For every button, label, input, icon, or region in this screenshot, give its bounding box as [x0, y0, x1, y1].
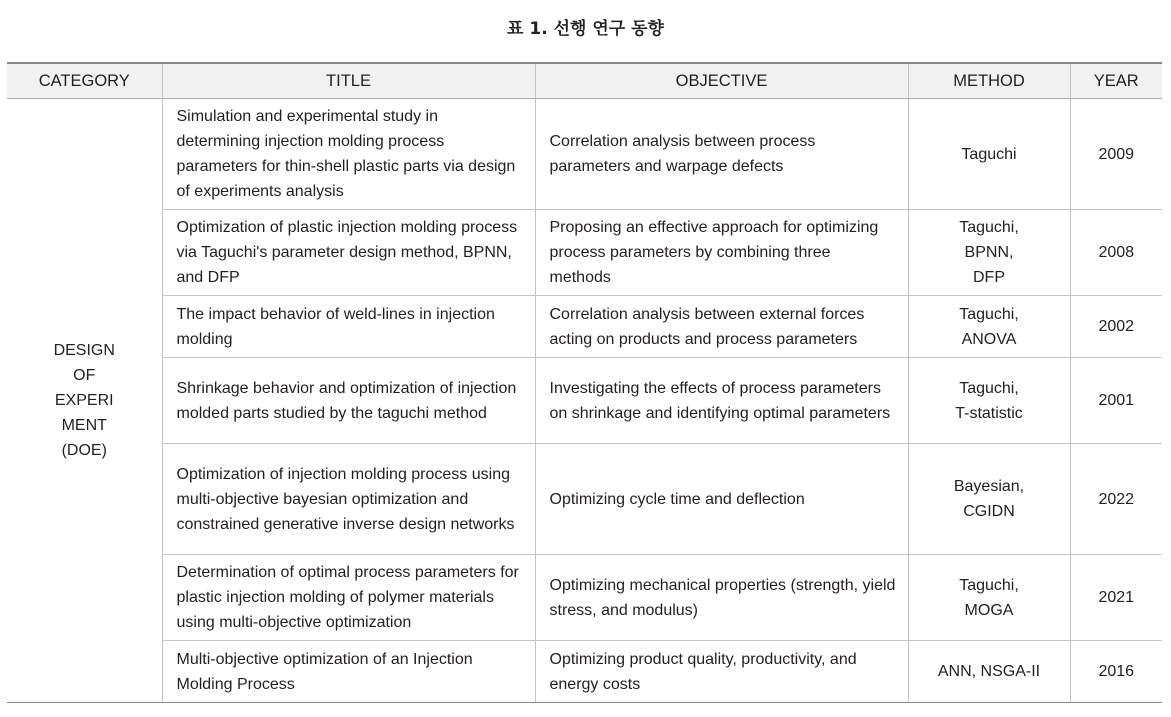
method-cell — [908, 641, 1070, 703]
method-line: T-statistic — [955, 404, 1023, 422]
objective-cell: Optimizing mechanical properties (strength, yield stress, and modulus) — [535, 555, 908, 641]
title-cell: The impact behavior of weld-lines in injection molding — [162, 296, 535, 358]
objective-cell: Optimizing cycle time and deflection — [535, 444, 908, 555]
title-cell: Optimization of injection molding process using multi-objective bayesian optimization and constrained generative inverse design networks — [162, 444, 535, 555]
year-cell: 2016 — [1070, 641, 1162, 703]
header-category: CATEGORY — [7, 63, 162, 99]
year-cell: 2008 — [1070, 210, 1162, 296]
method-line: Bayesian, — [953, 478, 1025, 495]
year-cell: 2002 — [1070, 296, 1162, 358]
year-cell: 2021 — [1070, 555, 1162, 641]
method-line: Taguchi, — [959, 576, 1019, 594]
table-row — [7, 444, 1162, 555]
method-line: MOGA — [964, 601, 1014, 619]
method-line: Taguchi, — [959, 379, 1019, 397]
header-title: TITLE — [162, 63, 535, 99]
table-row — [7, 210, 1162, 296]
table-row — [7, 555, 1162, 641]
title-cell: Shrinkage behavior and optimization of injection molded parts studied by the taguchi method — [162, 358, 535, 444]
category-line: MENT — [61, 417, 107, 434]
objective-cell: Correlation analysis between external forces acting on products and process parameters — [535, 296, 908, 358]
method-line: Taguchi, — [959, 305, 1019, 323]
table-row — [7, 99, 1162, 210]
method-cell — [908, 210, 1070, 296]
header-method: METHOD — [908, 63, 1070, 99]
method-cell — [908, 444, 1070, 555]
objective-cell: Correlation analysis between process parameters and warpage defects — [535, 99, 908, 210]
method-line: ANN, NSGA-II — [937, 663, 1041, 680]
category-line: OF — [73, 367, 96, 384]
method-line: Taguchi, — [959, 219, 1019, 236]
table-row — [7, 358, 1162, 444]
table-row — [7, 296, 1162, 358]
title-cell: Optimization of plastic injection molding process via Taguchi's parameter design method, BPNN, and DFP — [162, 210, 535, 296]
method-line: ANOVA — [961, 330, 1017, 348]
table-row — [7, 641, 1162, 703]
objective-cell: Investigating the effects of process parameters on shrinkage and identifying optimal parameters — [535, 358, 908, 444]
title-cell: Multi-objective optimization of an Injection Molding Process — [162, 641, 535, 703]
year-cell: 2001 — [1070, 358, 1162, 444]
doe-literature-table — [7, 62, 1162, 703]
method-line: BPNN, — [964, 244, 1014, 261]
table-caption: 표 1. 선행 연구 동향 — [507, 19, 664, 39]
header-objective: OBJECTIVE — [535, 63, 908, 99]
title-cell: Simulation and experimental study in determining injection molding process parameters for thin-shell plastic parts via design of experiments analysis — [162, 99, 535, 210]
category-line: DESIGN — [53, 342, 115, 359]
objective-cell: Optimizing product quality, productivity, and energy costs — [535, 641, 908, 703]
title-cell: Determination of optimal process parameters for plastic injection molding of polymer materials using multi-objective optimization — [162, 555, 535, 641]
method-cell — [908, 99, 1070, 210]
method-cell — [908, 555, 1070, 641]
table-header-row — [7, 63, 1162, 99]
method-line: Taguchi — [961, 145, 1017, 163]
category-line: (DOE) — [61, 442, 107, 459]
objective-cell: Proposing an effective approach for optimizing process parameters by combining three methods — [535, 210, 908, 296]
category-cell — [7, 99, 162, 703]
year-cell: 2009 — [1070, 99, 1162, 210]
method-cell — [908, 296, 1070, 358]
method-cell — [908, 358, 1070, 444]
method-line: CGIDN — [963, 503, 1015, 520]
method-line: DFP — [973, 269, 1005, 286]
year-cell: 2022 — [1070, 444, 1162, 555]
category-line: EXPERI — [54, 392, 114, 409]
header-year: YEAR — [1070, 63, 1162, 99]
